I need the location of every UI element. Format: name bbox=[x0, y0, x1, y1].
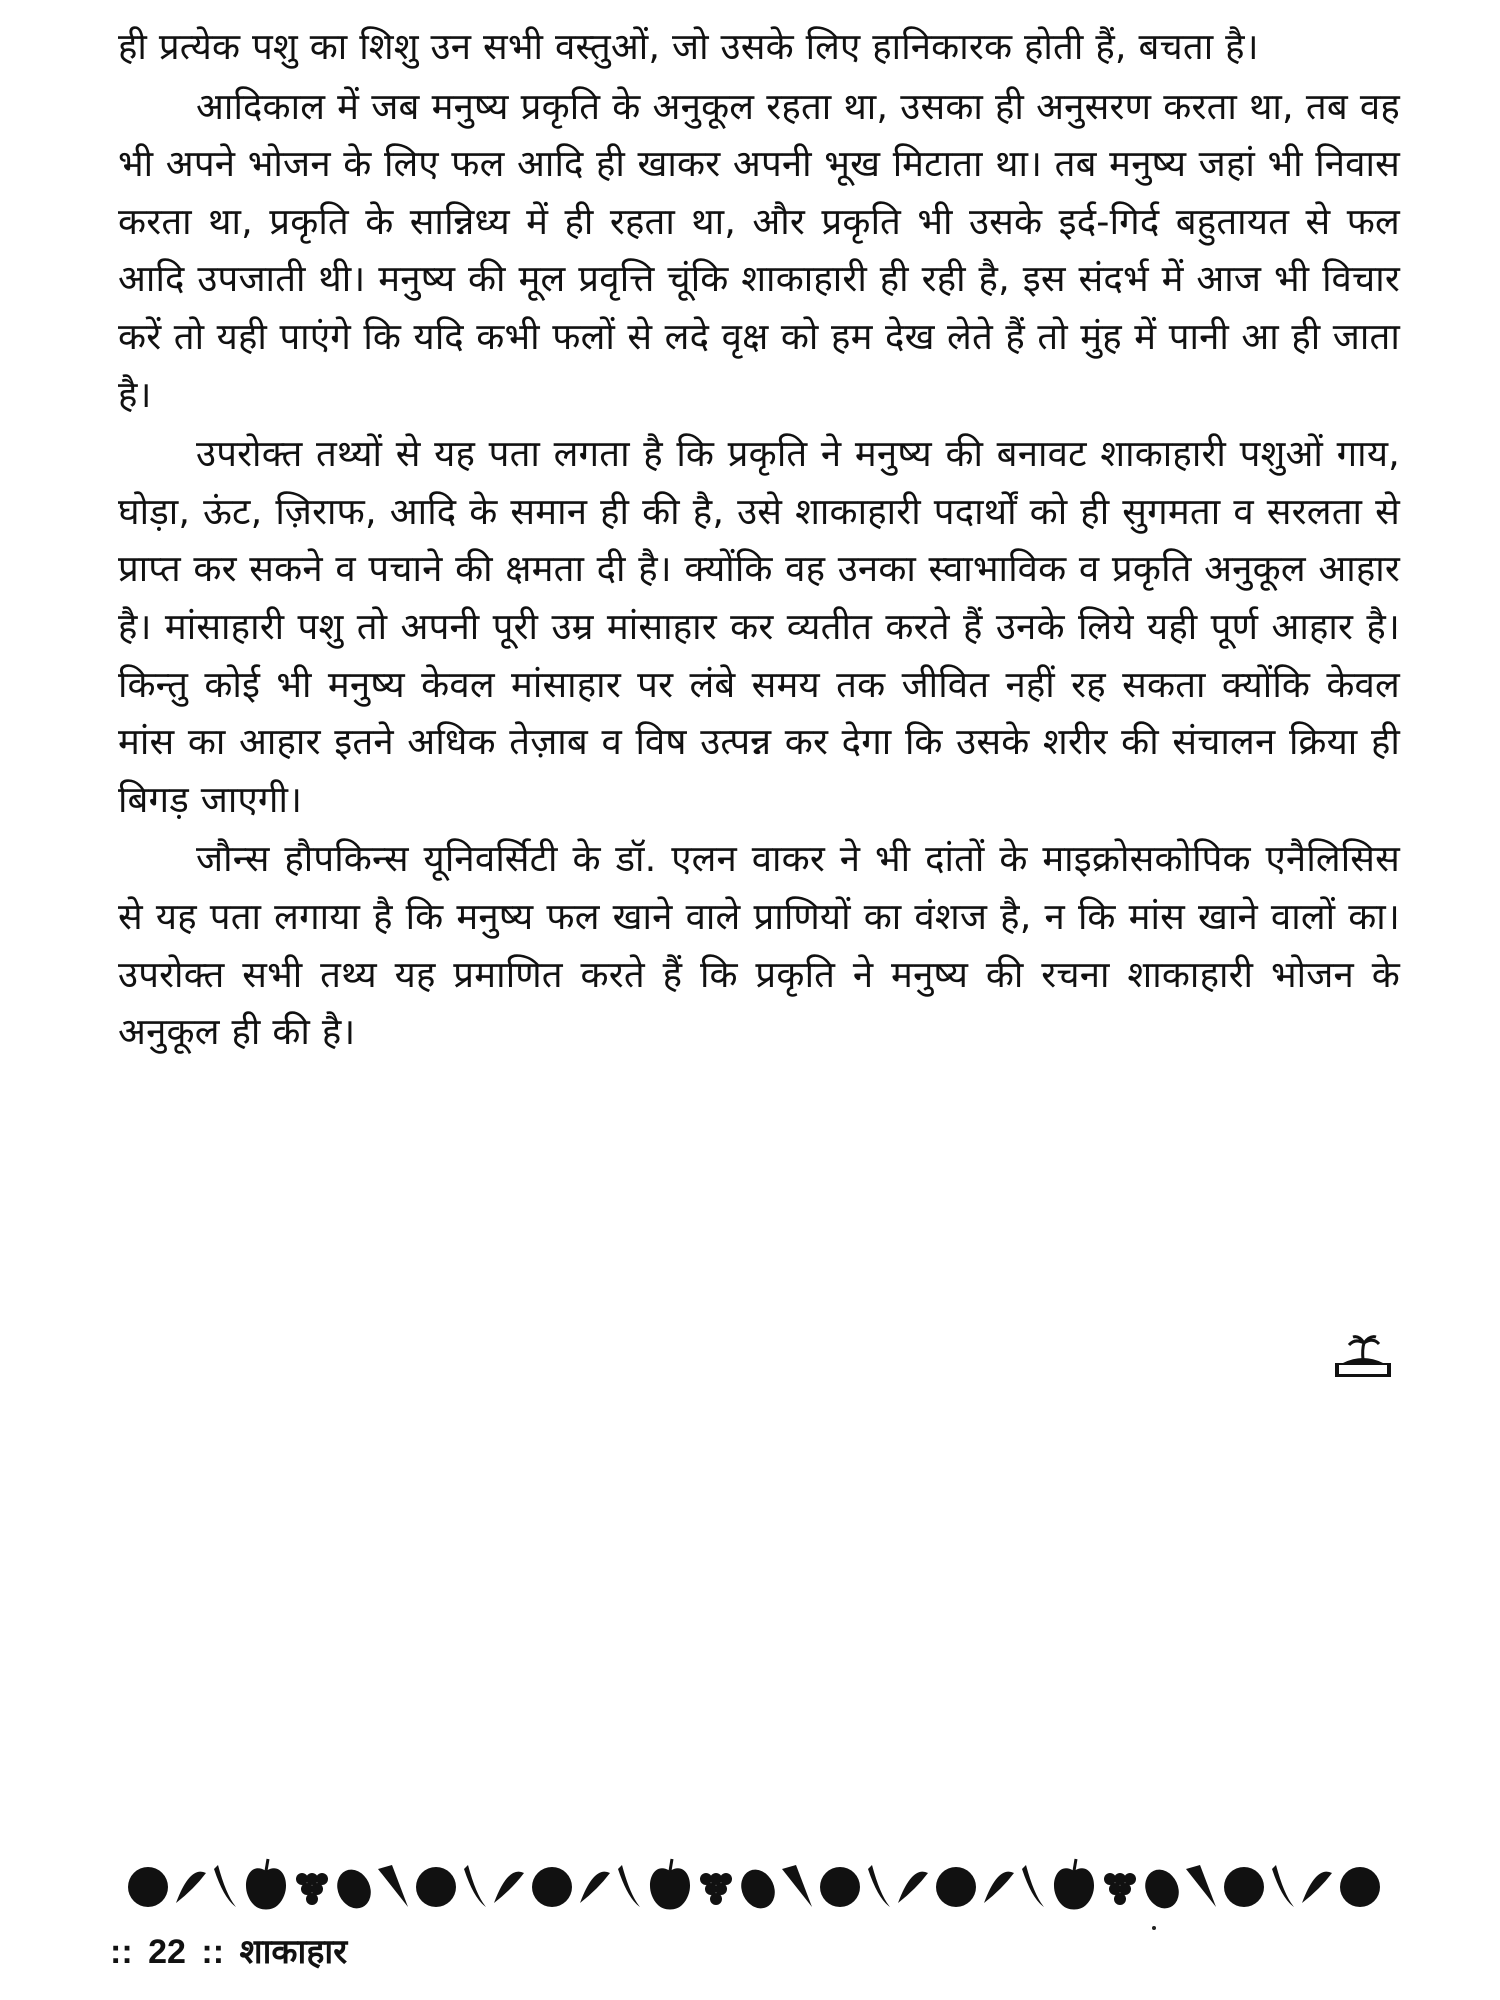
chili-icon bbox=[214, 1865, 236, 1907]
pea-pod-icon bbox=[494, 1872, 524, 1903]
tomato-icon bbox=[532, 1867, 572, 1907]
book-title: शाकाहार bbox=[239, 1933, 348, 1971]
grapes-icon bbox=[296, 1873, 328, 1905]
body-text bbox=[118, 18, 1400, 1063]
carrot-icon bbox=[1186, 1865, 1216, 1907]
page-footer bbox=[110, 1932, 353, 1972]
paragraph-continued: ही प्रत्येक पशु का शिशु उन सभी वस्तुओं, जो उसके लिए हानिकारक होती हैं, बचता है। bbox=[118, 25, 1259, 68]
pea-pod-icon bbox=[984, 1872, 1014, 1903]
pea-pod-icon bbox=[176, 1872, 206, 1903]
grapes-icon bbox=[1104, 1873, 1136, 1905]
chili-icon bbox=[1022, 1865, 1044, 1907]
eggplant-icon bbox=[735, 1864, 781, 1914]
eggplant-icon bbox=[1139, 1864, 1185, 1914]
apple-icon bbox=[246, 1859, 286, 1910]
paragraph-early-humans: आदिकाल में जब मनुष्य प्रकृति के अनुकूल रहता था, उसका ही अनुसरण करता था, तब वह भी अपने भोजन के लिए फल आदि ही खाकर अपनी भूख मिटाता था। तब मनुष्य जहां भी निवास करता था, प्रकृति के सान्निध्य में ही रहता था, और प्रकृति भी उसके इर्द-गिर्द बहुतायत से फल आदि उपजाती थी। मनुष्य की मूल प्रवृत्ति चूंकि शाकाहारी ही रही है, इस संदर्भ में आज भी विचार करें तो यही पाएंगे कि यदि कभी फलों से लदे वृक्ष को हम देख लेते हैं तो मुंह में पानी आ ही जाता है। bbox=[118, 84, 1400, 416]
tomato-icon bbox=[820, 1867, 860, 1907]
chili-icon bbox=[464, 1865, 486, 1907]
tomato-icon bbox=[1224, 1867, 1264, 1907]
footer-marker-right: :: bbox=[201, 1933, 225, 1971]
print-speck bbox=[1152, 1926, 1156, 1930]
fruit-vegetable-border-icon bbox=[128, 1845, 1400, 1921]
grapes-icon bbox=[700, 1873, 732, 1905]
pea-pod-icon bbox=[898, 1872, 928, 1903]
carrot-icon bbox=[378, 1865, 408, 1907]
apple-icon bbox=[1054, 1859, 1094, 1910]
tomato-icon bbox=[1340, 1867, 1380, 1907]
chili-icon bbox=[618, 1865, 640, 1907]
carrot-icon bbox=[782, 1865, 812, 1907]
pea-pod-icon bbox=[580, 1872, 610, 1903]
footer-marker-left: :: bbox=[110, 1933, 133, 1971]
pea-pod-icon bbox=[1302, 1872, 1332, 1903]
paragraph-human-anatomy: उपरोक्त तथ्यों से यह पता लगता है कि प्रकृति ने मनुष्य की बनावट शाकाहारी पशुओं गाय, घोड़ा, ऊंट, ज़िराफ, आदि के समान ही की है, उसे शाकाहारी पदार्थों को ही सुगमता व सरलता से प्राप्त कर सकने व पचाने की क्षमता दी है। क्योंकि वह उनका स्वाभाविक व प्रकृति अनुकूल आहार है। मांसाहारी पशु तो अपनी पूरी उम्र मांसाहार कर व्यतीत करते हैं उनके लिये यही पूर्ण आहार है। किन्तु कोई भी मनुष्य केवल मांसाहार पर लंबे समय तक जीवित नहीं रह सकता क्योंकि केवल मांस का आहार इतने अधिक तेज़ाब व विष उत्पन्न कर देगा कि उसके शरीर की संचालन क्रिया ही बिगड़ जाएगी। bbox=[118, 432, 1400, 821]
chili-icon bbox=[1272, 1865, 1294, 1907]
island-palm-tree-icon bbox=[1333, 1333, 1393, 1383]
chili-icon bbox=[868, 1865, 890, 1907]
tomato-icon bbox=[936, 1867, 976, 1907]
apple-icon bbox=[650, 1859, 690, 1910]
page-number: 22 bbox=[148, 1933, 186, 1971]
eggplant-icon bbox=[331, 1864, 377, 1914]
paragraph-research-conclusion: जौन्स हौपकिन्स यूनिवर्सिटी के डॉ. एलन वाकर ने भी दांतों के माइक्रोसकोपिक एनैलिसिस से यह पता लगाया है कि मनुष्य फल खाने वाले प्राणियों का वंशज है, न कि मांस खाने वालों का। उपरोक्त सभी तथ्य यह प्रमाणित करते हैं कि प्रकृति ने मनुष्य की रचना शाकाहारी भोजन के अनुकूल ही की है। bbox=[118, 837, 1400, 1054]
tomato-icon bbox=[416, 1867, 456, 1907]
tomato-icon bbox=[128, 1867, 168, 1907]
